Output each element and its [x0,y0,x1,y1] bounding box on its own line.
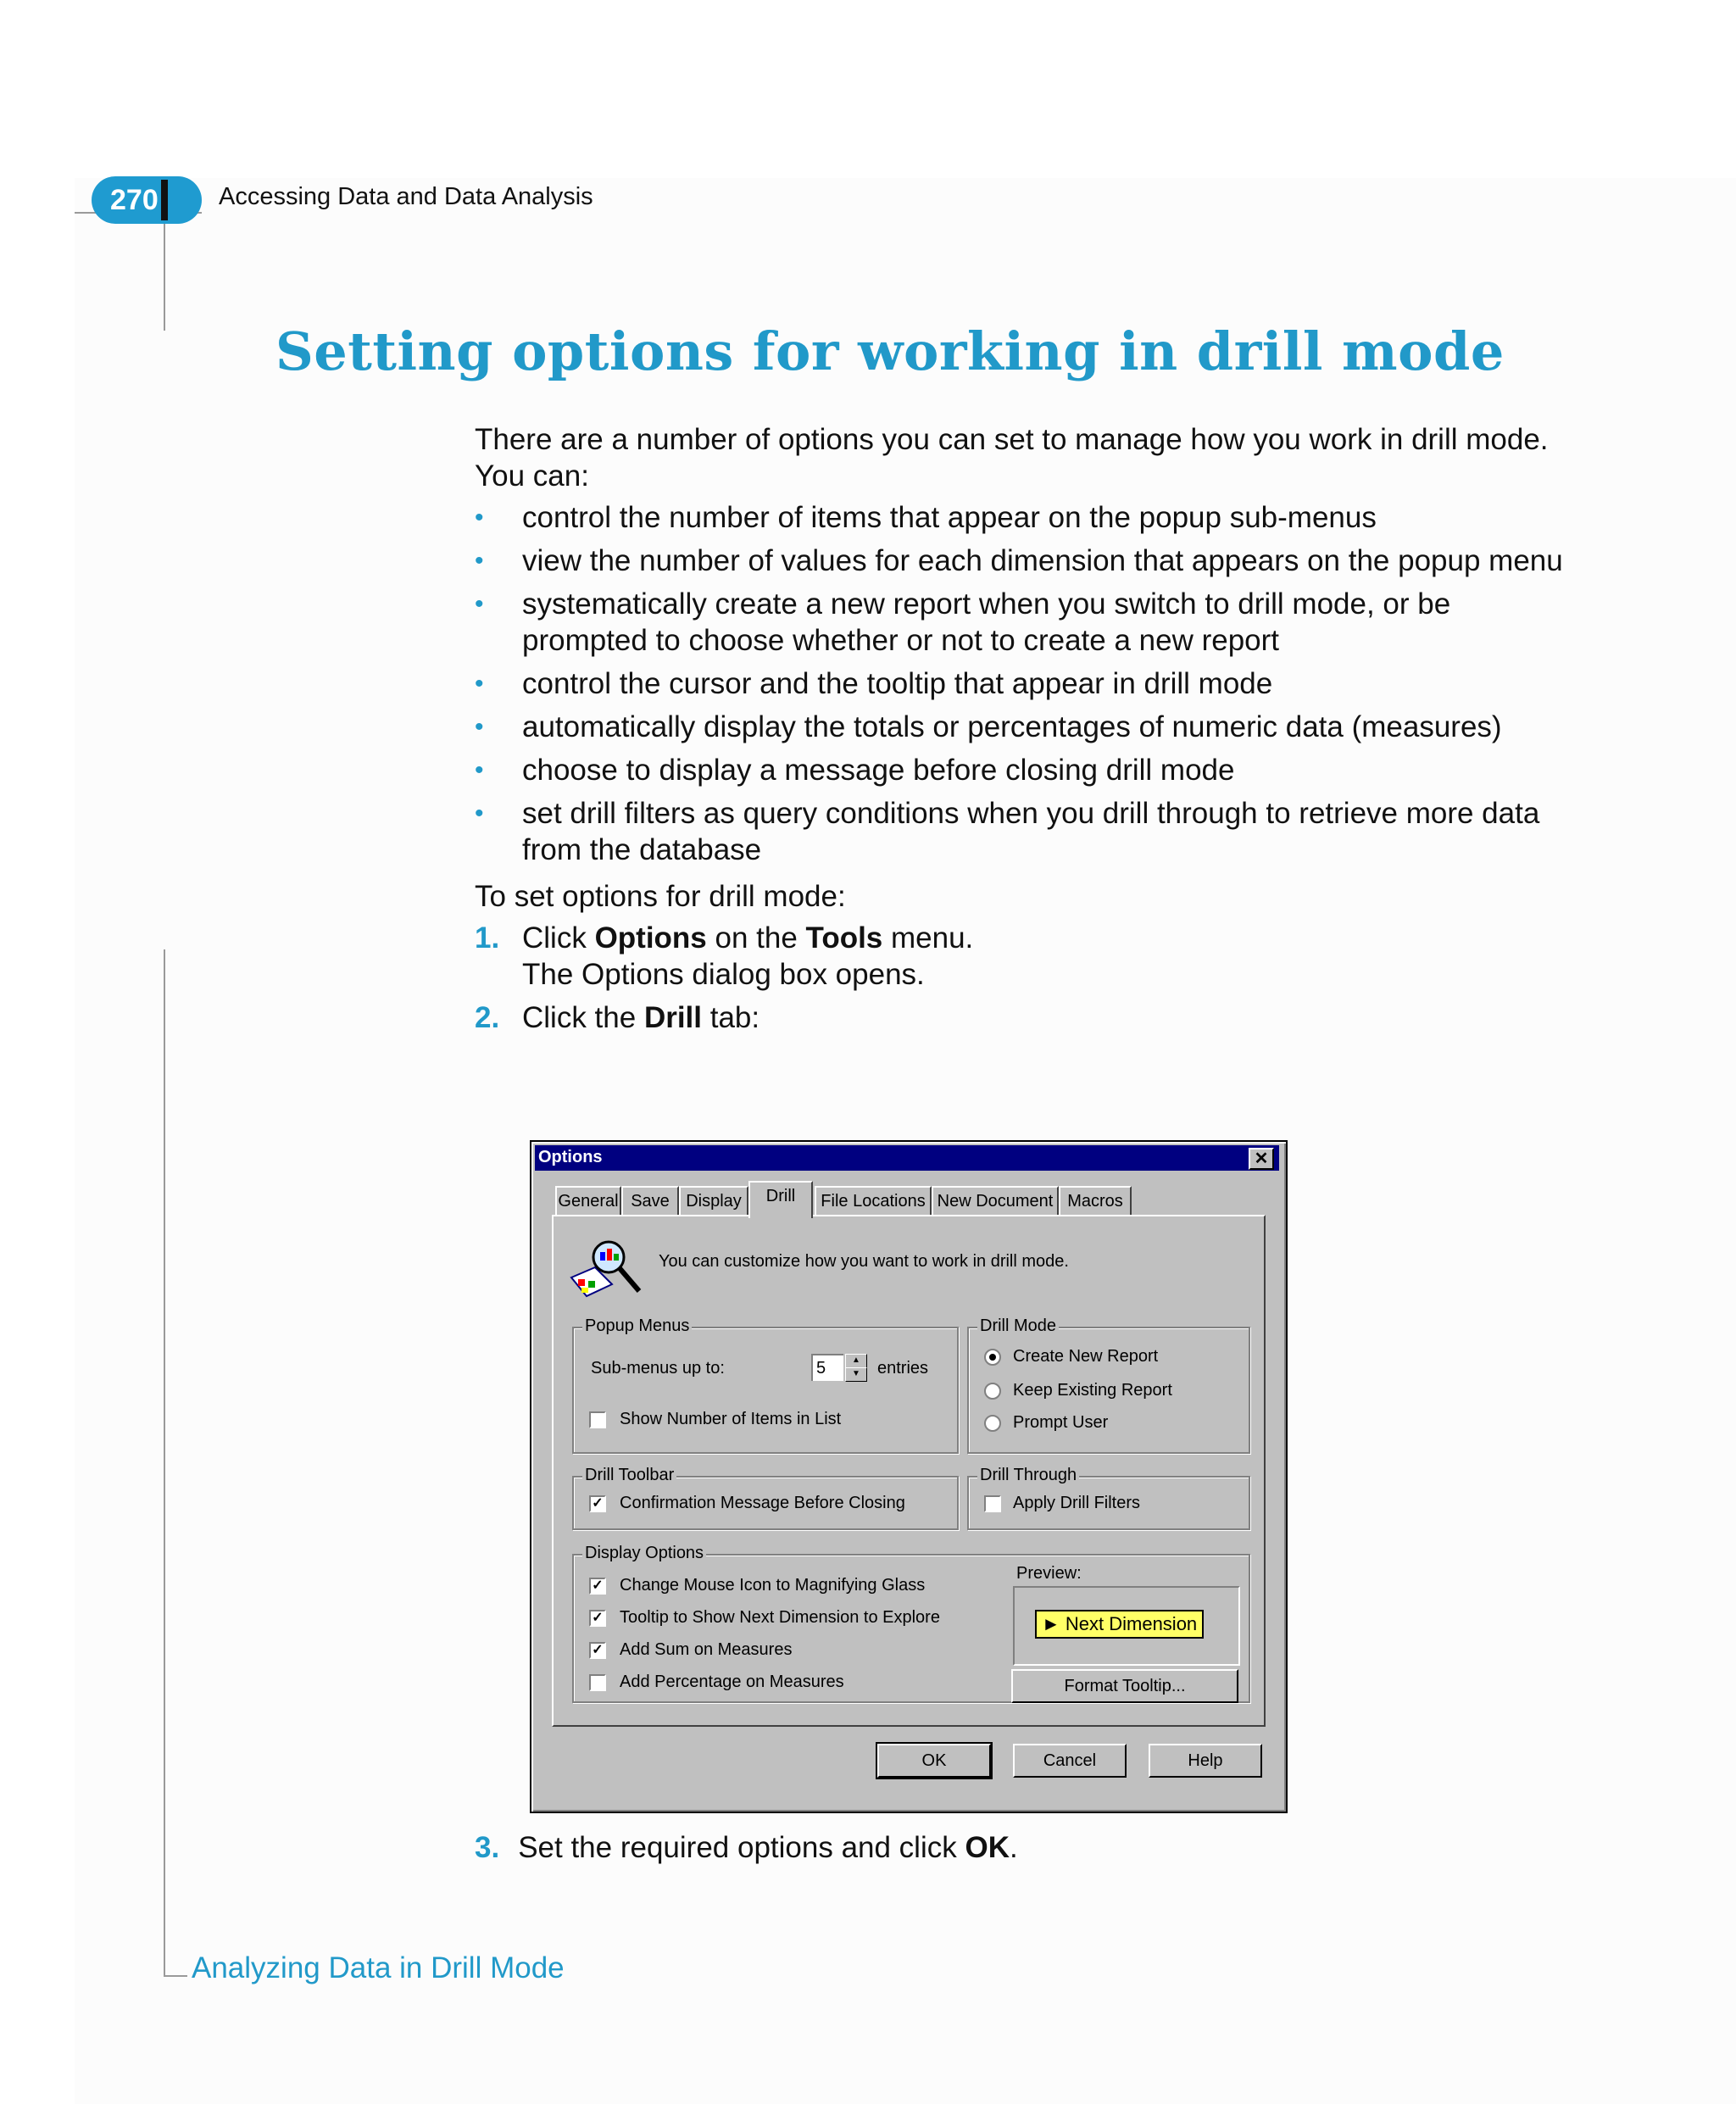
footer-rule [164,1975,187,1977]
preview-tooltip: ► Next Dimension [1035,1610,1204,1639]
list-item: • control the cursor and the tooltip that appear in drill mode [475,667,1273,700]
list-item: • view the number of values for each dimension that appears on the popup menu [475,544,1563,577]
submenus-label: Sub-menus up to: [591,1359,725,1378]
popup-menus-group [572,1316,959,1454]
apply-drill-filters-checkbox[interactable] [984,1495,1001,1512]
preview-label: Preview: [1016,1564,1082,1583]
running-head: Accessing Data and Data Analysis [219,183,593,210]
drill-through-label: Drill Through [977,1466,1079,1485]
cancel-button[interactable]: Cancel [1013,1744,1127,1778]
ok-button[interactable]: OK [877,1744,991,1778]
dialog-title: Options [538,1148,603,1166]
confirmation-label[interactable]: Confirmation Message Before Closing [620,1494,905,1512]
tab-file-locations[interactable]: File Locations [815,1186,932,1215]
tab-general[interactable]: General [555,1186,621,1215]
tab-display[interactable]: Display [679,1186,748,1215]
submenus-input[interactable]: 5 [811,1354,843,1381]
page-number-bar [161,180,168,220]
step-2: 2. Click the Drill tab: [475,1001,760,1034]
create-new-report-radio[interactable] [984,1349,1001,1366]
list-item: • choose to display a message before closing drill mode [475,754,1235,787]
step-1: 1. Click Options on the Tools menu. The Options dialog box opens. [475,920,1577,993]
popup-menus-label: Popup Menus [582,1316,692,1336]
show-number-checkbox[interactable] [589,1411,606,1428]
create-new-report-label[interactable]: Create New Report [1013,1347,1159,1366]
option-list [475,499,1577,868]
entries-label: entries [877,1359,929,1378]
add-percentage-label[interactable]: Add Percentage on Measures [620,1673,844,1691]
tooltip-checkbox[interactable]: ✓ [589,1610,606,1627]
tab-macros[interactable]: Macros [1059,1186,1132,1215]
step-3: 3. Set the required options and click OK. [475,1831,1018,1864]
dialog-description: You can customize how you want to work in drill mode. [659,1252,1069,1271]
bullet-icon: • [475,547,484,575]
magnifying-glass-icon [570,1237,646,1298]
mouse-icon-checkbox[interactable]: ✓ [589,1578,606,1595]
help-button[interactable]: Help [1149,1744,1262,1778]
show-number-label[interactable]: Show Number of Items in List [620,1410,842,1428]
chapter-footer: Analyzing Data in Drill Mode [192,1951,565,1984]
steps-list [475,920,1577,1036]
steps-intro: To set options for drill mode: [475,880,846,913]
dialog-titlebar [535,1145,1279,1171]
tab-new-document[interactable]: New Document [932,1186,1059,1215]
close-icon[interactable]: ✕ [1249,1148,1274,1170]
margin-rule-bottom [164,949,165,1977]
keep-existing-report-radio[interactable] [984,1383,1001,1400]
spin-down-icon[interactable]: ▼ [845,1367,867,1382]
add-sum-checkbox[interactable]: ✓ [589,1642,606,1659]
bullet-icon: • [475,799,484,827]
intro-paragraph: There are a number of options you can set to manage how you work in drill mode. You can: [475,423,1549,493]
bullet-icon: • [475,756,484,784]
add-sum-label[interactable]: Add Sum on Measures [620,1640,793,1659]
bullet-icon: • [475,670,484,698]
section-title: Setting options for working in drill mode [275,320,1505,382]
tooltip-label[interactable]: Tooltip to Show Next Dimension to Explore [620,1608,940,1627]
confirmation-checkbox[interactable]: ✓ [589,1495,606,1512]
bullet-icon: • [475,713,484,741]
list-item: • set drill filters as query conditions when you drill through to retrieve more data from the database [475,797,1540,866]
list-item: • automatically display the totals or percentages of numeric data (measures) [475,710,1502,743]
drill-toolbar-label: Drill Toolbar [582,1466,676,1485]
format-tooltip-button[interactable]: Format Tooltip... [1011,1669,1238,1703]
apply-drill-filters-label[interactable]: Apply Drill Filters [1013,1494,1141,1512]
spin-up-icon[interactable]: ▲ [845,1354,867,1368]
drill-mode-label: Drill Mode [977,1316,1059,1336]
radio-selected-dot [989,1354,996,1361]
body-text [475,421,1577,1043]
mouse-icon-label[interactable]: Change Mouse Icon to Magnifying Glass [620,1576,926,1595]
list-item: • control the number of items that appear on the popup sub-menus [475,501,1377,534]
display-options-label: Display Options [582,1544,706,1563]
step-1-note: The Options dialog box opens. [522,958,925,991]
list-item: • systematically create a new report when you switch to drill mode, or be prompted to choose whether or not to create a new report [475,587,1451,657]
add-percentage-checkbox[interactable] [589,1674,606,1691]
margin-rule-top [164,212,165,331]
bullet-icon: • [475,590,484,618]
tab-drill[interactable]: Drill [748,1181,813,1218]
prompt-user-label[interactable]: Prompt User [1013,1413,1109,1432]
prompt-user-radio[interactable] [984,1415,1001,1432]
tab-save[interactable]: Save [621,1186,679,1215]
keep-existing-report-label[interactable]: Keep Existing Report [1013,1381,1172,1400]
options-dialog [530,1140,1288,1813]
page-number-badge: 270 [92,176,202,224]
bullet-icon: • [475,504,484,532]
